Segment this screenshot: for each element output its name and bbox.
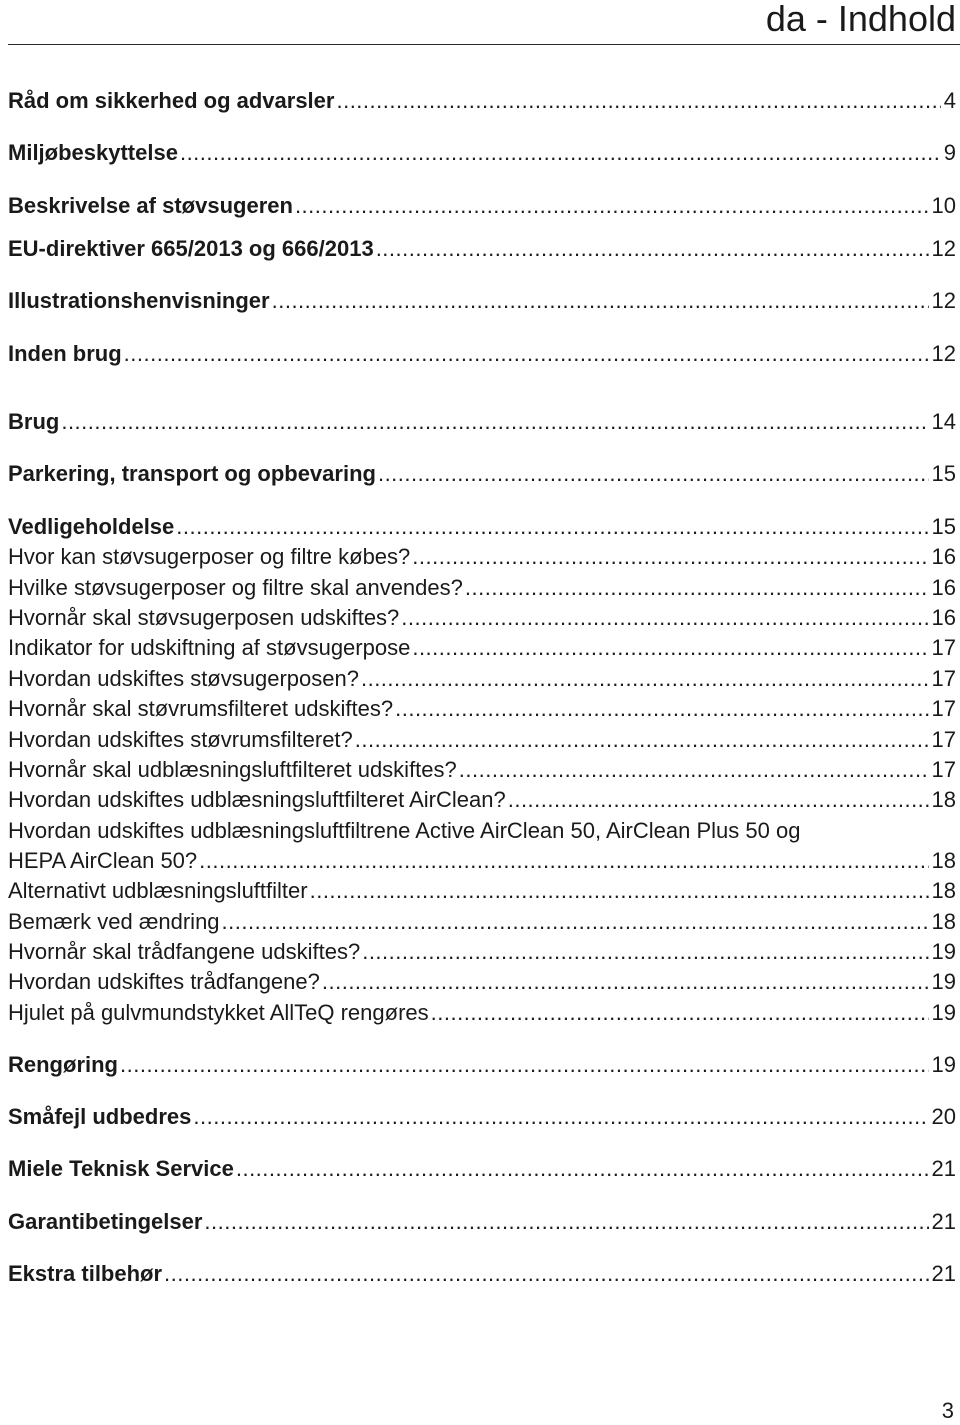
toc-subentry[interactable] [8,727,956,753]
toc-entry-title: Hvornår skal støvrumsfilteret udskiftes? [8,696,394,721]
toc-subentry[interactable] [8,787,956,813]
toc-entry-title: EU-direktiver 665/2013 og 666/2013 [8,236,374,261]
toc-entry-page: 17 [931,757,956,782]
toc-entry-title: Miele Teknisk Service [8,1156,234,1181]
toc-subentry[interactable] [8,939,956,965]
toc-entry-title: Inden brug [8,341,122,366]
toc-entry-title: Hvordan udskiftes støvsugerposen? [8,666,359,691]
toc-entry-page: 21 [931,1156,956,1181]
toc-entry-title: Hvornår skal støvsugerposen udskiftes? [8,605,400,630]
toc-subentry[interactable] [8,757,956,783]
toc-entry-page: 17 [931,727,956,752]
toc-leader-dots [401,605,928,631]
toc-entry-service[interactable] [8,1156,956,1182]
toc-entry-title: Rengøring [8,1052,118,1077]
toc-entry-use[interactable] [8,409,956,435]
toc-entry-troubleshooting[interactable] [8,1104,956,1130]
toc-subentry[interactable] [8,909,956,935]
toc-entry-warranty[interactable] [8,1209,956,1235]
toc-entry-page: 15 [931,461,956,486]
toc-entry-page: 12 [931,288,956,313]
header-rule [8,44,960,45]
toc-entry-title: Indikator for udskiftning af støvsugerpose [8,635,411,660]
toc-entry-page: 19 [931,969,956,994]
toc-entry-title: HEPA AirClean 50? [8,848,198,873]
toc-leader-dots [431,1000,929,1026]
toc-entry-accessories[interactable] [8,1261,956,1287]
toc-entry-page: 21 [931,1261,956,1286]
toc-entry-page: 19 [931,1052,956,1077]
toc-entry-title: Hvornår skal udblæsningsluftfilteret udskiftes? [8,757,457,782]
page-header [8,0,960,44]
toc-entry-title: Brug [8,409,60,434]
toc-entry-title: Hvordan udskiftes trådfangene? [8,969,320,994]
toc-leader-dots [395,696,928,722]
toc-leader-dots [180,140,941,166]
toc-leader-dots [164,1261,928,1287]
toc-leader-dots [362,939,928,965]
toc-leader-dots [272,288,929,314]
toc-leader-dots [176,514,928,540]
toc-entry-maintenance[interactable] [8,514,956,540]
toc-entry-title: Hvilke støvsugerposer og filtre skal anvendes? [8,575,463,600]
toc-leader-dots [322,969,929,995]
toc-entry-page: 10 [931,193,956,218]
page-title: da - Indhold [765,0,956,39]
toc-leader-dots [295,193,929,219]
toc-entry-environment[interactable] [8,140,956,166]
toc-leader-dots [465,575,929,601]
toc-entry-page: 16 [931,544,956,569]
toc-entry-title: Hjulet på gulvmundstykket AllTeQ rengøres [8,1000,429,1025]
toc-entry-page: 17 [931,666,956,691]
toc-leader-dots [355,727,929,753]
page-number: 3 [941,1398,954,1423]
toc-entry-title: Alternativt udblæsningsluftfilter [8,878,308,903]
toc-leader-dots [412,544,928,570]
toc-entry-title: Hvordan udskiftes støvrumsfilteret? [8,727,353,752]
toc-entry-eu-directives[interactable] [8,236,956,262]
toc-entry-parking[interactable] [8,461,956,487]
toc-leader-dots [204,1209,928,1235]
toc-entry-page: 19 [931,1000,956,1025]
toc-entry-page: 20 [931,1104,956,1129]
toc-subentry[interactable] [8,605,956,631]
toc-entry-title: Miljøbeskyttelse [8,140,178,165]
toc-leader-dots [412,635,928,661]
toc-entry-page: 15 [931,514,956,539]
toc-entry-page: 17 [931,696,956,721]
toc-entry-page: 12 [931,236,956,261]
toc-entry-title: Bemærk ved ændring [8,909,220,934]
toc-entry-title: Garantibetingelser [8,1209,203,1234]
toc-leader-dots [199,848,928,874]
toc-entry-illustrations[interactable] [8,288,956,314]
toc-leader-dots [236,1156,929,1182]
toc-subentry[interactable] [8,1000,956,1026]
toc-entry-title: Vedligeholdelse [8,514,175,539]
toc-subentry[interactable] [8,666,956,692]
toc-leader-dots [361,666,929,692]
toc-entry-title: Småfejl udbedres [8,1104,192,1129]
toc-entry-page: 14 [931,409,956,434]
toc-entry-title: Ekstra tilbehør [8,1261,163,1286]
toc-leader-dots [61,409,928,435]
toc-entry-page: 16 [931,605,956,630]
toc-entry-title: Illustrationshenvisninger [8,288,270,313]
toc-entry-page: 9 [943,140,956,165]
toc-leader-dots [124,341,929,367]
toc-entry-page: 4 [943,88,956,113]
toc-leader-dots [120,1052,929,1078]
toc-leader-dots [459,757,929,783]
toc-entry-page: 18 [931,909,956,934]
toc-subentry-first-line[interactable]: Hvordan udskiftes udblæsningsluftfiltrene Active AirClean 50, AirClean Plus 50 og [8,818,801,843]
toc-entry-page: 18 [931,878,956,903]
toc-leader-dots [378,461,929,487]
toc-leader-dots [222,909,929,935]
toc-subentry[interactable] [8,969,956,995]
toc-leader-dots [508,787,929,813]
toc-leader-dots [336,88,940,114]
toc-entry-page: 18 [931,787,956,812]
toc-leader-dots [193,1104,928,1130]
toc-subentry[interactable] [8,544,956,570]
toc-entry-title: Hvornår skal trådfangene udskiftes? [8,939,361,964]
toc-subentry[interactable] [8,635,956,661]
toc-entry-cleaning[interactable] [8,1052,956,1078]
toc-subentry[interactable] [8,878,956,904]
toc-leader-dots [376,236,929,262]
toc-entry-page: 12 [931,341,956,366]
toc-entry-safety[interactable] [8,88,956,114]
toc-entry-page: 19 [931,939,956,964]
toc-entry-description[interactable] [8,193,956,219]
toc-entry-page: 17 [931,635,956,660]
toc-entry-title: Beskrivelse af støvsugeren [8,193,293,218]
toc-leader-dots [310,878,929,904]
toc-subentry[interactable] [8,575,956,601]
toc-entry-title: Råd om sikkerhed og advarsler [8,88,335,113]
toc-entry-before-use[interactable] [8,341,956,367]
toc-subentry[interactable] [8,848,956,874]
toc-entry-title: Hvor kan støvsugerposer og filtre købes? [8,544,411,569]
toc-entry-title: Hvordan udskiftes udblæsningsluftfilteret AirClean? [8,787,506,812]
toc-entry-page: 16 [931,575,956,600]
toc-entry-page: 18 [931,848,956,873]
toc-entry-title: Parkering, transport og opbevaring [8,461,376,486]
toc-subentry[interactable] [8,696,956,722]
toc-entry-page: 21 [931,1209,956,1234]
